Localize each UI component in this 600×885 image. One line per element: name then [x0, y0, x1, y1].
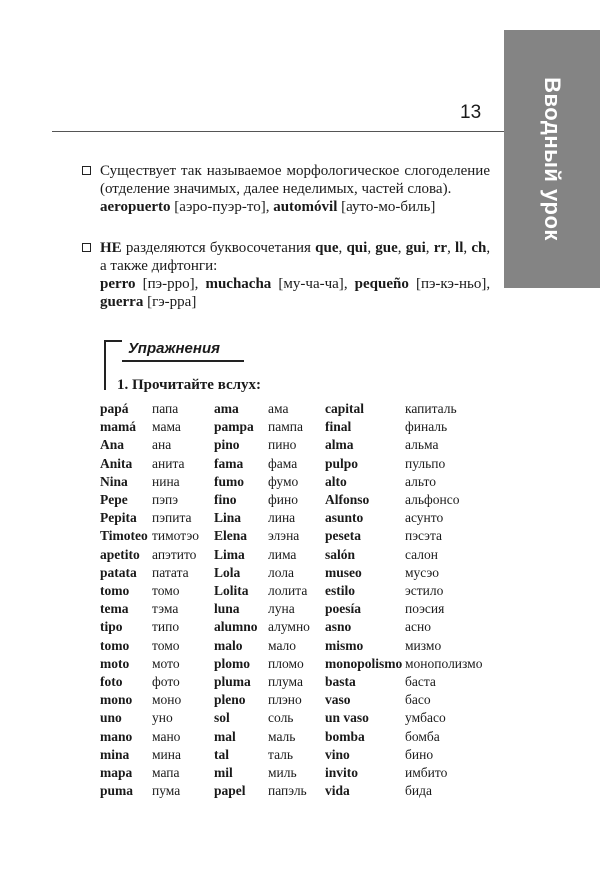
- digraph: gui: [405, 240, 426, 256]
- transcription: тимотэо: [152, 528, 200, 544]
- transcription: пломо: [268, 655, 304, 671]
- spanish-word: alma: [325, 437, 354, 453]
- spanish-word: mamá: [100, 419, 136, 435]
- side-tab: [504, 30, 600, 288]
- spanish-word: apetito: [100, 546, 140, 562]
- bullet-morphological: [100, 162, 490, 216]
- table-row: [100, 455, 505, 473]
- spanish-word: vaso: [325, 692, 351, 708]
- digraph: rr: [433, 240, 448, 256]
- bullet-text-part: , а также дифтонги:: [100, 240, 491, 274]
- transcription: апэтито: [152, 546, 197, 562]
- bullet-text: Существует так называемое морфологическое слогоделение (отделение значимых, далее неделимых, частей слова).: [100, 163, 490, 197]
- table-row: [100, 782, 505, 800]
- transcription: миль: [268, 765, 297, 781]
- spanish-word: monopolismo: [325, 655, 403, 671]
- spanish-word: Anita: [100, 455, 133, 471]
- table-row: [100, 473, 505, 491]
- spanish-word: plomo: [214, 655, 251, 671]
- transcription: баста: [405, 674, 436, 690]
- exercises-heading: Упражнения: [128, 340, 220, 357]
- spanish-word: tal: [214, 746, 229, 762]
- digraph: ll: [455, 240, 464, 256]
- header-rule: [52, 131, 504, 132]
- transcription: пино: [268, 437, 297, 453]
- spanish-word: pluma: [214, 674, 251, 690]
- spanish-word: Alfonso: [325, 492, 370, 508]
- table-row: [100, 655, 505, 673]
- spanish-word: alto: [325, 473, 347, 489]
- spanish-word: foto: [100, 674, 123, 690]
- exercises-heading-underline: [122, 360, 244, 362]
- spanish-word: fama: [214, 455, 244, 471]
- transcription: таль: [268, 746, 294, 762]
- transcription: асунто: [405, 510, 444, 526]
- example-pron: [пэ-кэ-ньо]: [415, 276, 487, 292]
- spanish-word: Ana: [100, 437, 125, 453]
- section-bracket: [104, 340, 106, 390]
- transcription: анита: [152, 455, 185, 471]
- transcription: мапа: [152, 765, 180, 781]
- transcription: тэма: [152, 601, 179, 617]
- transcription: асно: [405, 619, 431, 635]
- spanish-word: fumo: [214, 473, 244, 489]
- transcription: элэна: [268, 528, 300, 544]
- transcription: мало: [268, 637, 297, 653]
- example-word: pequeño: [354, 276, 409, 292]
- table-row: [100, 400, 505, 418]
- transcription: пэпита: [152, 510, 192, 526]
- exercise-task: 1. Прочитайте вслух:: [117, 377, 262, 393]
- transcription: мина: [152, 746, 181, 762]
- transcription: эстило: [405, 583, 444, 599]
- transcription: монополизмо: [405, 655, 483, 671]
- transcription: поэсия: [405, 601, 445, 617]
- spanish-word: un vaso: [325, 710, 369, 726]
- example-pron: [пэ-рро]: [142, 276, 195, 292]
- transcription: маль: [268, 728, 296, 744]
- transcription: лина: [268, 510, 296, 526]
- digraph: que: [315, 240, 339, 256]
- spanish-word: salón: [325, 546, 356, 562]
- example-word: guerra: [100, 294, 144, 310]
- example-word: aeropuerto: [100, 199, 171, 215]
- spanish-word: pampa: [214, 419, 254, 435]
- checkbox-bullet-icon: [82, 166, 91, 175]
- transcription: папа: [152, 401, 179, 416]
- spanish-word: basta: [325, 674, 356, 690]
- transcription: капиталь: [405, 401, 457, 416]
- spanish-word: papá: [100, 401, 129, 416]
- spanish-word: poesía: [325, 601, 362, 617]
- transcription: салон: [405, 546, 438, 562]
- example-pron: [му-ча-ча]: [278, 276, 344, 292]
- example-pron: [гэ-рра]: [147, 294, 197, 310]
- spanish-word: Pepita: [100, 510, 137, 526]
- transcription: лима: [268, 546, 297, 562]
- spanish-word: Lolita: [214, 583, 249, 599]
- table-row: [100, 418, 505, 436]
- transcription: мано: [152, 728, 181, 744]
- example-pron: [аэро-пуэр-то]: [174, 199, 266, 215]
- transcription: альфонсо: [405, 492, 460, 508]
- spanish-word: mal: [214, 728, 236, 744]
- spanish-word: vida: [325, 783, 350, 799]
- page-number: 13: [460, 102, 482, 123]
- transcription: типо: [152, 619, 180, 635]
- side-tab-label: Вводный урок: [540, 77, 565, 241]
- spanish-word: sol: [214, 710, 230, 726]
- spanish-word: asunto: [325, 510, 364, 526]
- transcription: фото: [152, 674, 180, 690]
- spanish-word: pulpo: [325, 455, 359, 471]
- spanish-word: mismo: [325, 637, 364, 653]
- checkbox-bullet-icon: [82, 243, 91, 252]
- transcription: нина: [152, 473, 180, 489]
- transcription: бомба: [405, 728, 440, 744]
- spanish-word: estilo: [325, 583, 355, 599]
- transcription: пульпо: [405, 455, 446, 471]
- spanish-word: mano: [100, 728, 133, 744]
- table-row: [100, 509, 505, 527]
- word-rows: [100, 400, 505, 800]
- spanish-word: museo: [325, 564, 362, 580]
- transcription: луна: [268, 601, 295, 617]
- transcription: мусэо: [405, 564, 439, 580]
- transcription: патата: [152, 564, 189, 580]
- transcription: альто: [405, 473, 436, 489]
- transcription: финаль: [405, 419, 448, 435]
- transcription: бино: [405, 746, 434, 762]
- spanish-word: capital: [325, 401, 364, 416]
- table-row: [100, 746, 505, 764]
- transcription: пэсэта: [405, 528, 443, 544]
- example-word: automóvil: [273, 199, 338, 215]
- bullet-text-part: разделяются буквосочетания: [125, 240, 311, 256]
- spanish-word: Elena: [214, 528, 248, 544]
- table-row: [100, 728, 505, 746]
- spanish-word: vino: [325, 746, 350, 762]
- spanish-word: Pepe: [100, 492, 128, 508]
- transcription: плума: [268, 674, 303, 690]
- spanish-word: final: [325, 419, 352, 435]
- spanish-word: malo: [214, 637, 243, 653]
- spanish-word: tomo: [100, 637, 130, 653]
- spanish-word: Lima: [214, 546, 245, 562]
- table-row: [100, 491, 505, 509]
- transcription: папэль: [268, 783, 307, 799]
- transcription: мама: [152, 419, 181, 435]
- spanish-word: invito: [325, 765, 359, 781]
- table-row: [100, 564, 505, 582]
- table-row: [100, 436, 505, 454]
- transcription: фино: [268, 492, 298, 508]
- spanish-word: mil: [214, 765, 233, 781]
- spanish-word: tomo: [100, 583, 130, 599]
- table-row: [100, 618, 505, 636]
- table-row: [100, 600, 505, 618]
- spanish-word: tipo: [100, 619, 123, 635]
- spanish-word: pleno: [214, 692, 246, 708]
- spanish-word: moto: [100, 655, 130, 671]
- table-row: [100, 691, 505, 709]
- section-bracket-top: [104, 340, 122, 342]
- spanish-word: Timoteo: [100, 528, 148, 544]
- spanish-word: papel: [214, 783, 246, 799]
- example-pron: [ауто-мо-биль]: [341, 199, 436, 215]
- spanish-word: alumno: [214, 619, 258, 635]
- table-row: [100, 637, 505, 655]
- table-row: [100, 546, 505, 564]
- spanish-word: ama: [214, 401, 239, 416]
- transcription: мото: [152, 655, 180, 671]
- transcription: соль: [268, 710, 294, 726]
- spanish-word: luna: [214, 601, 240, 617]
- transcription: лолита: [268, 583, 308, 599]
- spanish-word: patata: [100, 564, 137, 580]
- example-word: muchacha: [205, 276, 272, 292]
- table-row: [100, 527, 505, 545]
- table-row: [100, 582, 505, 600]
- bullet-not-divided: [100, 239, 490, 311]
- spanish-word: mono: [100, 692, 133, 708]
- transcription: ана: [152, 437, 172, 453]
- transcription: бида: [405, 783, 432, 799]
- bullet-lead: НЕ: [100, 240, 122, 256]
- spanish-word: bomba: [325, 728, 365, 744]
- transcription: умбасо: [405, 710, 446, 726]
- spanish-word: tema: [100, 601, 129, 617]
- transcription: томо: [152, 637, 180, 653]
- transcription: плэно: [268, 692, 302, 708]
- bullet-examples: aeropuerto [аэро-пуэр-то], automóvil [ауто-мо-биль]: [100, 199, 436, 215]
- spanish-word: uno: [100, 710, 122, 726]
- reading-word-table: [100, 400, 505, 800]
- transcription: пэпэ: [152, 492, 179, 508]
- spanish-word: mina: [100, 746, 130, 762]
- spanish-word: mapa: [100, 765, 133, 781]
- transcription: басо: [405, 692, 431, 708]
- spanish-word: fino: [214, 492, 237, 508]
- digraph: ch: [471, 240, 487, 256]
- transcription: уно: [152, 710, 173, 726]
- transcription: алумно: [268, 619, 310, 635]
- spanish-word: pino: [214, 437, 240, 453]
- transcription: альма: [405, 437, 439, 453]
- transcription: имбито: [405, 765, 448, 781]
- spanish-word: asno: [325, 619, 352, 635]
- table-row: [100, 709, 505, 727]
- example-word: perro: [100, 276, 136, 292]
- spanish-word: Nina: [100, 473, 128, 489]
- spanish-word: peseta: [325, 528, 361, 544]
- transcription: мизмо: [405, 637, 442, 653]
- transcription: пума: [152, 783, 181, 799]
- transcription: моно: [152, 692, 182, 708]
- transcription: пампа: [268, 419, 303, 435]
- table-row: [100, 764, 505, 782]
- transcription: фумо: [268, 473, 299, 489]
- table-row: [100, 673, 505, 691]
- transcription: томо: [152, 583, 180, 599]
- bullet-examples: perro [пэ-рро], muchacha [му-ча-ча], pequeño [пэ-кэ-ньо], guerra [гэ-рра]: [100, 276, 491, 310]
- bullet-text: НЕ разделяются буквосочетания que, qui, gue, gui, rr, ll, ch, а также дифтонги:: [100, 240, 491, 274]
- digraph: gue: [375, 240, 398, 256]
- spanish-word: puma: [100, 783, 134, 799]
- transcription: лола: [268, 564, 295, 580]
- spanish-word: Lola: [214, 564, 241, 580]
- transcription: ама: [268, 401, 289, 416]
- digraph: qui: [346, 240, 368, 256]
- spanish-word: Lina: [214, 510, 242, 526]
- transcription: фама: [268, 455, 298, 471]
